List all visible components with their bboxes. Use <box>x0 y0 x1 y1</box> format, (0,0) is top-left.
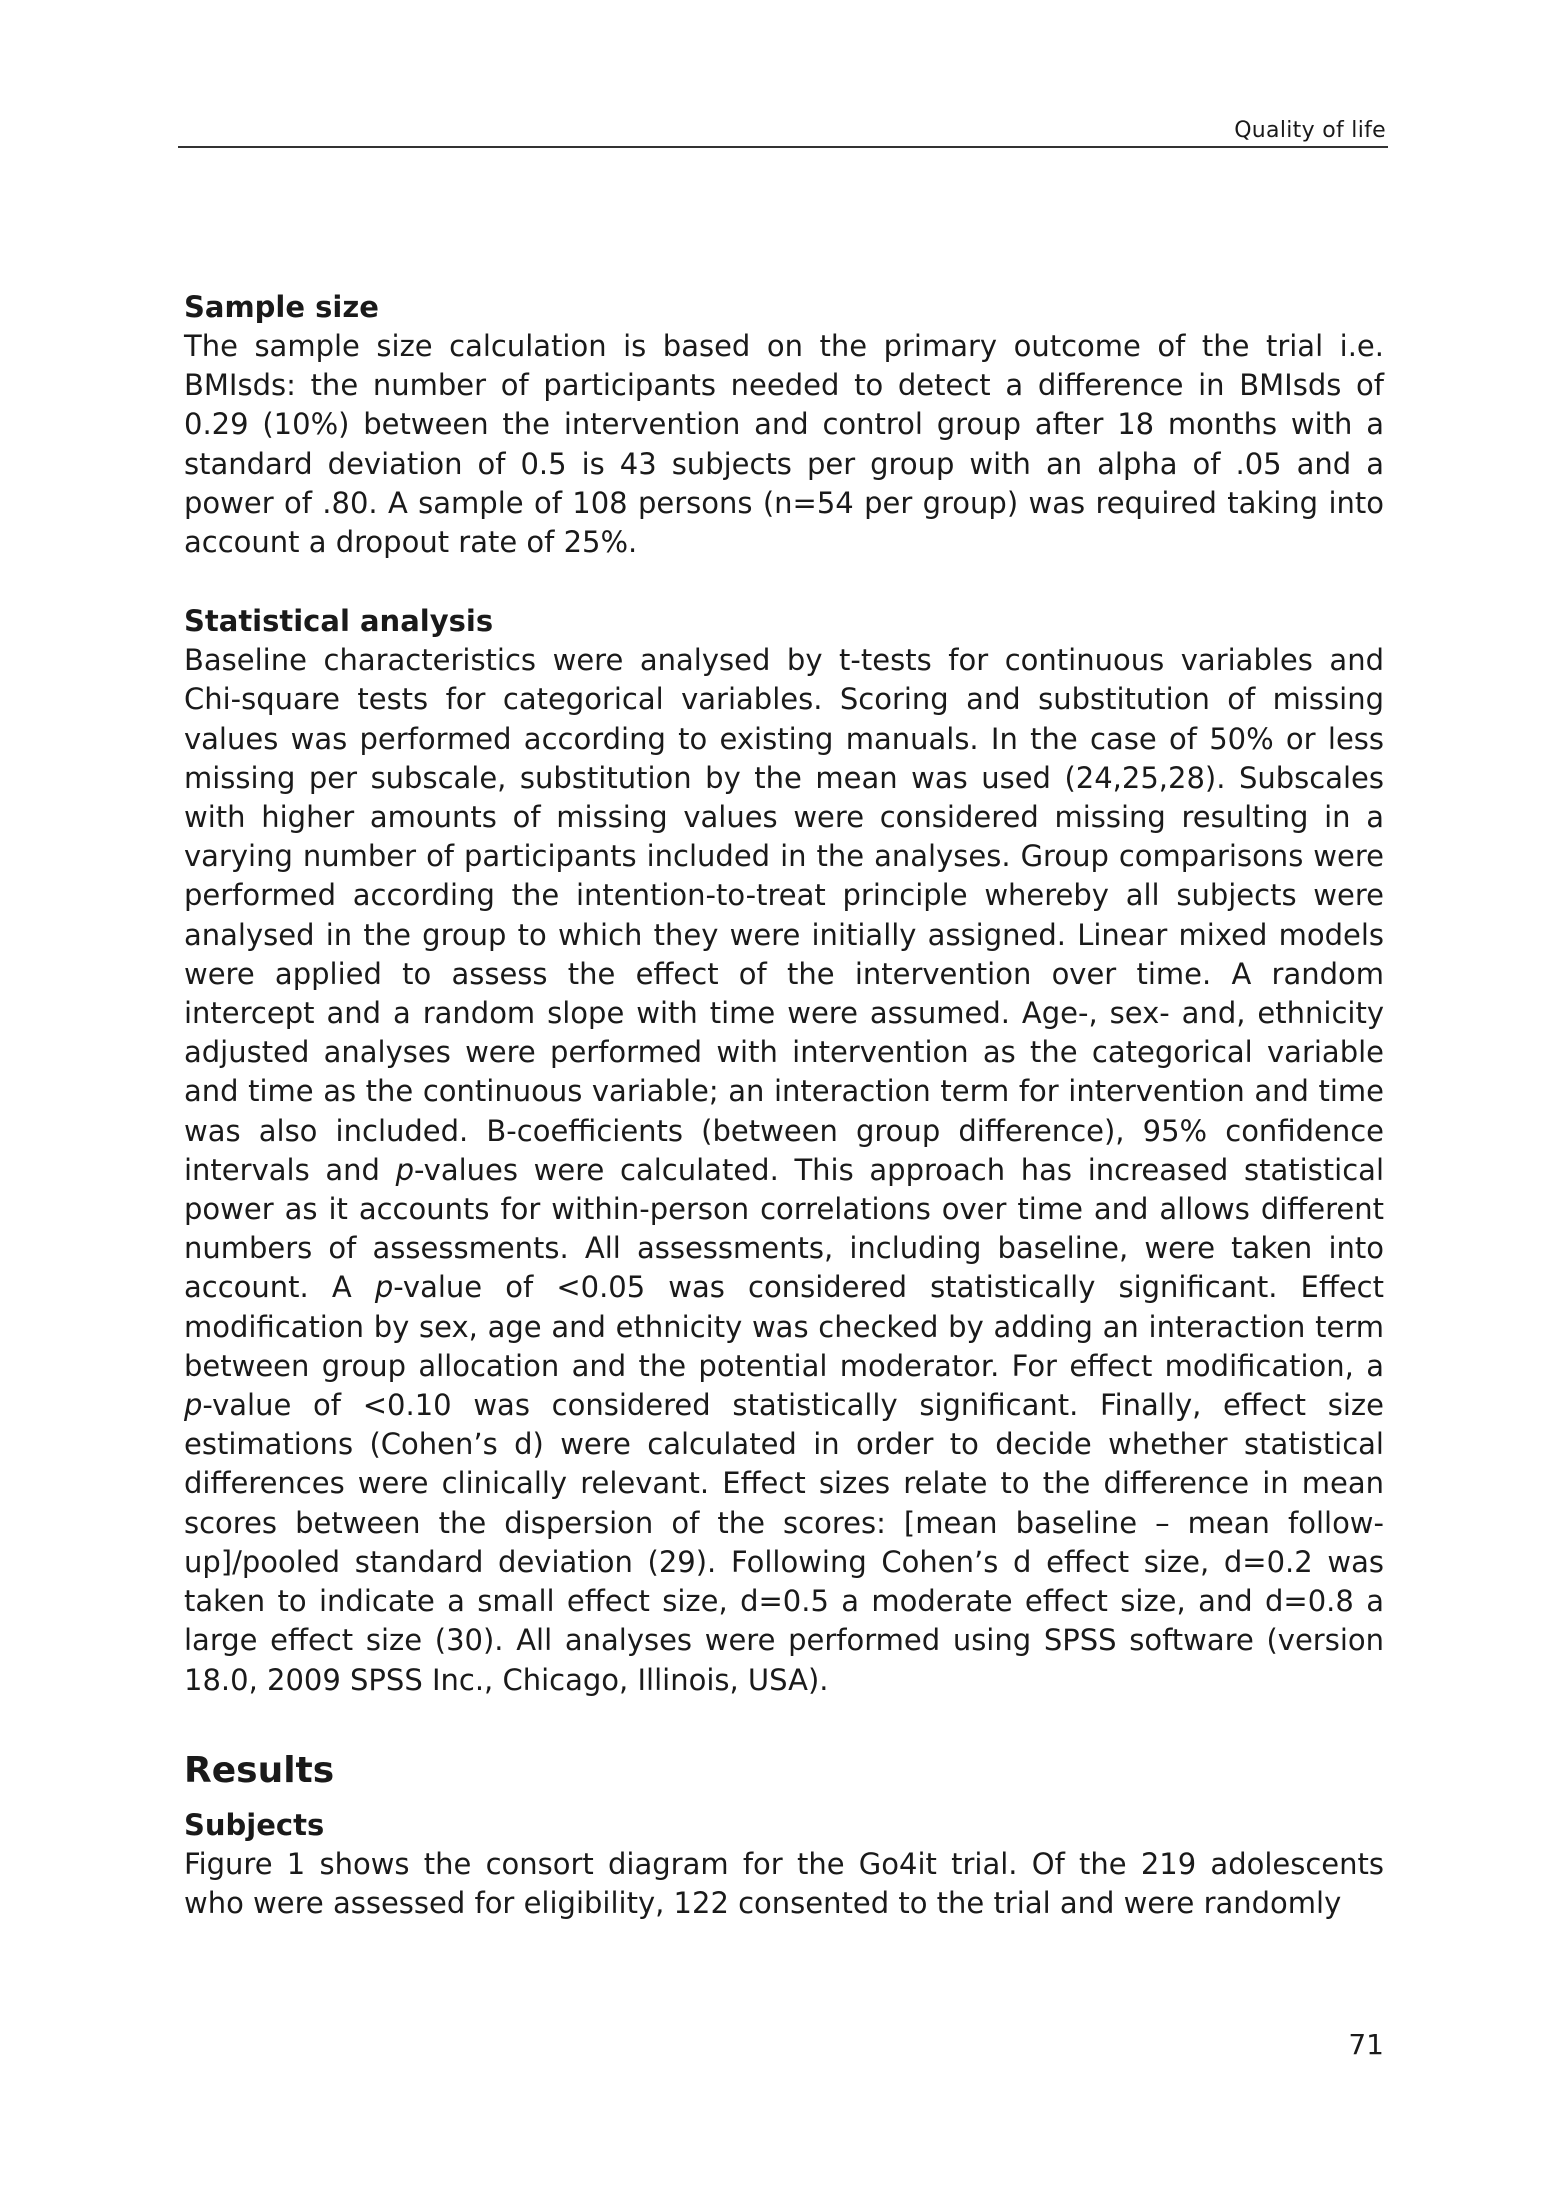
section-statistical-analysis <box>184 602 1384 1699</box>
paragraph-subjects: Figure 1 shows the consort diagram for the Go4it trial. Of the 219 adolescents who were assessed for eligibility, 122 consented to the trial and were randomly <box>184 1846 1384 1920</box>
running-title: Quality of life <box>1234 118 1386 143</box>
page-content <box>184 288 1384 1923</box>
text-run: -value of <0.10 was considered statistically significant. Finally, effect size estimations (Cohen’s d) were calculated in order to decide whether statistical differences were clinically relevant. Effect sizes relate to the difference in mean scores between the dispersion of the scores: [mean baseline – mean follow-up]/pooled standard deviation (29). Following Cohen’s d effect size, d=0.2 was taken to indicate a small effect size, d=0.5 a moderate effect size, and d=0.8 a large effect size (30). All analyses were performed using SPSS software (version 18.0, 2009 SPSS Inc., Chicago, Illinois, USA). <box>184 1388 1384 1697</box>
page-number: 71 <box>1348 2028 1384 2061</box>
section-results <box>184 1746 1384 1923</box>
italic-p: p <box>395 1152 414 1187</box>
heading-sample-size: Sample size <box>184 290 379 324</box>
text-run: -values were calculated. This approach has increased statistical power as it accounts for within-person correlations over time and allows different numbers of assessments. All assessments, including baseline, were taken into account. A <box>184 1152 1385 1305</box>
text-run: -value of <0.05 was considered statistically significant. Effect modification by sex, age and ethnicity was checked by adding an interaction term between group allocation and the potential moderator. For effect modification, a <box>184 1270 1385 1383</box>
italic-p: p <box>184 1388 203 1423</box>
heading-subjects: Subjects <box>184 1807 325 1842</box>
text-run: Baseline characteristics were analysed by t-tests for continuous variables and Chi-square tests for categorical variables. Scoring and substitution of missing values was performed according to existing manuals. In the case of 50% or less missing per subscale, substitution by the mean was used (24,25,28). Subscales with higher amounts of missing values were considered missing resulting in a varying number of participants included in the analyses. Group comparisons were performed according the intention-to-treat principle whereby all subjects were analysed in the group to which they were initially assigned. Linear mixed models were applied to assess the effect of the intervention over time. A random intercept and a random slope with time were assumed. Age-, sex- and, ethnicity adjusted analyses were performed with intervention as the categorical variable and time as the continuous variable; an interaction term for intervention and time was also included. B-coefficients (between group difference), 95% confidence intervals and <box>184 643 1384 1187</box>
heading-results: Results <box>184 1749 335 1791</box>
heading-statistical-analysis: Statistical analysis <box>184 604 494 639</box>
paragraph-sample-size: The sample size calculation is based on the primary outcome of the trial i.e. BMIsds: the number of participants needed to detect a difference in BMIsds of 0.29 (10%) between the intervention and control group after 18 months with a standard deviation of 0.5 is 43 subjects per group with an alpha of .05 and a power of .80. A sample of 108 persons (n=54 per group) was required taking into account a dropout rate of 25%. <box>184 329 1384 560</box>
running-header <box>178 112 1388 148</box>
italic-p: p <box>374 1270 394 1305</box>
paragraph-statistical-analysis <box>184 641 1384 1699</box>
section-sample-size <box>184 288 1384 562</box>
